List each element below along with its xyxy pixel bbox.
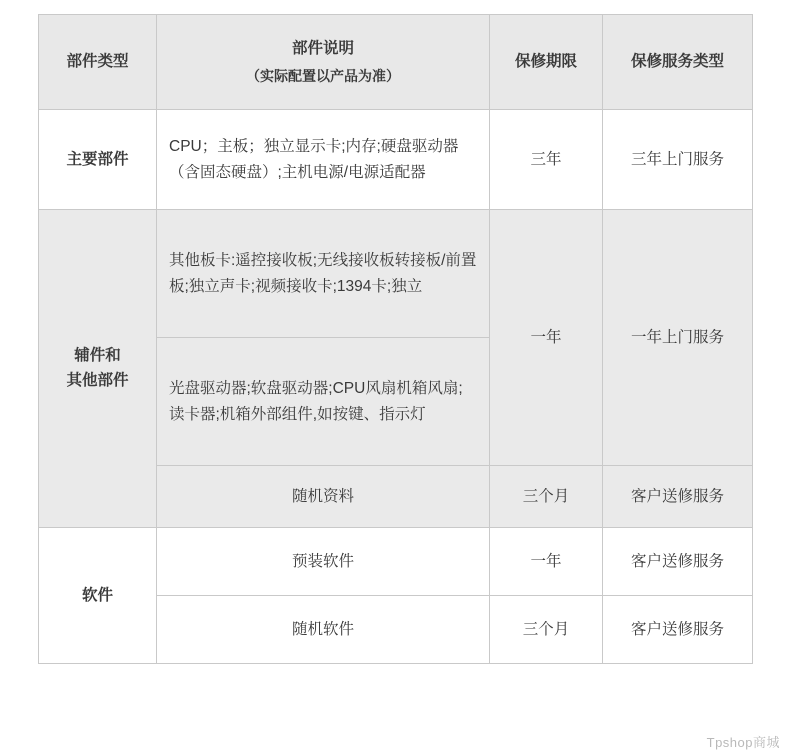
table-row [39, 210, 753, 338]
warranty-table [38, 14, 753, 664]
category-main-parts: 主要部件 [39, 110, 157, 210]
description-main-parts: CPU；主板；独立显示卡;内存;硬盘驱动器（含固态硬盘）;主机电源/电源适配器 [157, 110, 490, 210]
period-bundled-software: 三个月 [490, 596, 603, 664]
period-main-parts: 三年 [490, 110, 603, 210]
service-main-parts: 三年上门服务 [603, 110, 753, 210]
header-part-description [157, 15, 490, 110]
description-bundled-software: 随机软件 [157, 596, 490, 664]
header-part-description-main: 部件说明 [291, 40, 354, 58]
header-part-type: 部件类型 [39, 15, 157, 110]
category-software: 软件 [39, 528, 157, 664]
period-preinstalled-software: 一年 [490, 528, 603, 596]
description-included-materials: 随机资料 [157, 466, 490, 528]
service-preinstalled-software: 客户送修服务 [603, 528, 753, 596]
period-included-materials: 三个月 [490, 466, 603, 528]
category-accessories-other-parts [39, 210, 157, 528]
service-bundled-software: 客户送修服务 [603, 596, 753, 664]
category-accessories-line2: 其他部件 [66, 371, 129, 389]
description-preinstalled-software: 预装软件 [157, 528, 490, 596]
header-warranty-period: 保修期限 [490, 15, 603, 110]
header-part-description-sub: （实际配置以产品为准） [246, 67, 400, 84]
service-included-materials: 客户送修服务 [603, 466, 753, 528]
header-warranty-service-type: 保修服务类型 [603, 15, 753, 110]
watermark-text: Tpshop商城 [706, 735, 780, 750]
warranty-table-container [38, 14, 752, 664]
description-other-boards: 其他板卡:遥控接收板;无线接收板转接板/前置板;独立声卡;视频接收卡;1394卡;独立 [157, 210, 490, 338]
service-accessories: 一年上门服务 [603, 210, 753, 466]
category-accessories-line1: 辅件和 [74, 346, 121, 364]
table-header-row [39, 15, 753, 110]
table-row [39, 110, 753, 210]
description-drives-fans: 光盘驱动器;软盘驱动器;CPU风扇机箱风扇;读卡器;机箱外部组件,如按键、指示灯 [157, 338, 490, 466]
table-row [39, 528, 753, 596]
period-accessories: 一年 [490, 210, 603, 466]
